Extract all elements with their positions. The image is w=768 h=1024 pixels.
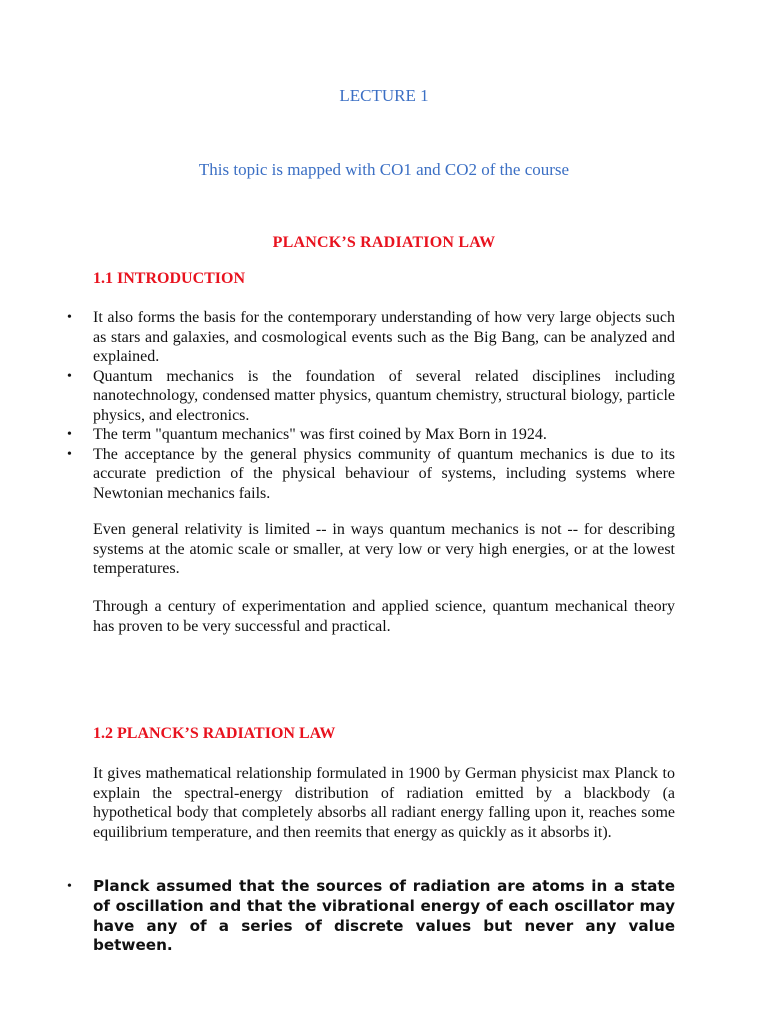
bullet-icon: • (67, 368, 72, 384)
list-item (0, 308, 675, 367)
bullet-icon: • (67, 446, 72, 462)
paragraph-planck-relationship: It gives mathematical relationship formulated in 1900 by German physicist max Planck to explain the spectral-energy distribution of radiation emitted by a blackbody (a hypothetical body that completely absorbs all radiant energy falling upon it, reaches some equilibrium temperature, and then reemits that energy as quickly as it absorbs it). (93, 765, 675, 841)
section-heading-introduction: 1.1 INTRODUCTION (93, 270, 246, 287)
bullet-text: It also forms the basis for the contemporary understanding of how very large objects such as stars and galaxies, and cosmological events such as the Big Bang, can be analyzed and explained. (93, 309, 675, 365)
bold-bullet-text: Planck assumed that the sources of radiation are atoms in a state of oscillation and that the vibrational energy of each oscillator may have any of a series of discrete values but never any value between. (93, 877, 675, 955)
bullet-text: The term "quantum mechanics" was first coined by Max Born in 1924. (93, 426, 547, 443)
paragraph-general-relativity: Even general relativity is limited -- in ways quantum mechanics is not -- for describing systems at the atomic scale or smaller, at very low or very high energies, or at the lowest temperatures. (93, 521, 675, 577)
lecture-title: LECTURE 1 (339, 86, 429, 105)
paragraph-century-of-experimentation: Through a century of experimentation and applied science, quantum mechanical theory has proven to be very successful and practical. (93, 598, 675, 635)
bullet-icon: • (67, 879, 72, 894)
section-heading-plancks-radiation-law: 1.2 PLANCK’S RADIATION LAW (93, 725, 336, 742)
list-item (0, 445, 675, 504)
course-mapping-note: This topic is mapped with CO1 and CO2 of the course (198, 160, 570, 179)
bullet-icon: • (67, 310, 72, 325)
introduction-bullet-list (0, 308, 768, 503)
list-item (0, 425, 675, 445)
list-item (0, 367, 675, 426)
main-heading: PLANCK’S RADIATION LAW (272, 234, 496, 251)
bullet-text: Quantum mechanics is the foundation of several related disciplines including nanotechnology, condensed matter physics, quantum chemistry, structural biology, particle physics, and electronics. (93, 367, 675, 424)
bullet-icon: • (67, 427, 72, 442)
bullet-text: The acceptance by the general physics community of quantum mechanics is due to its accurate prediction of the physical behaviour of systems, including systems where Newtonian mechanics fails. (93, 445, 675, 502)
